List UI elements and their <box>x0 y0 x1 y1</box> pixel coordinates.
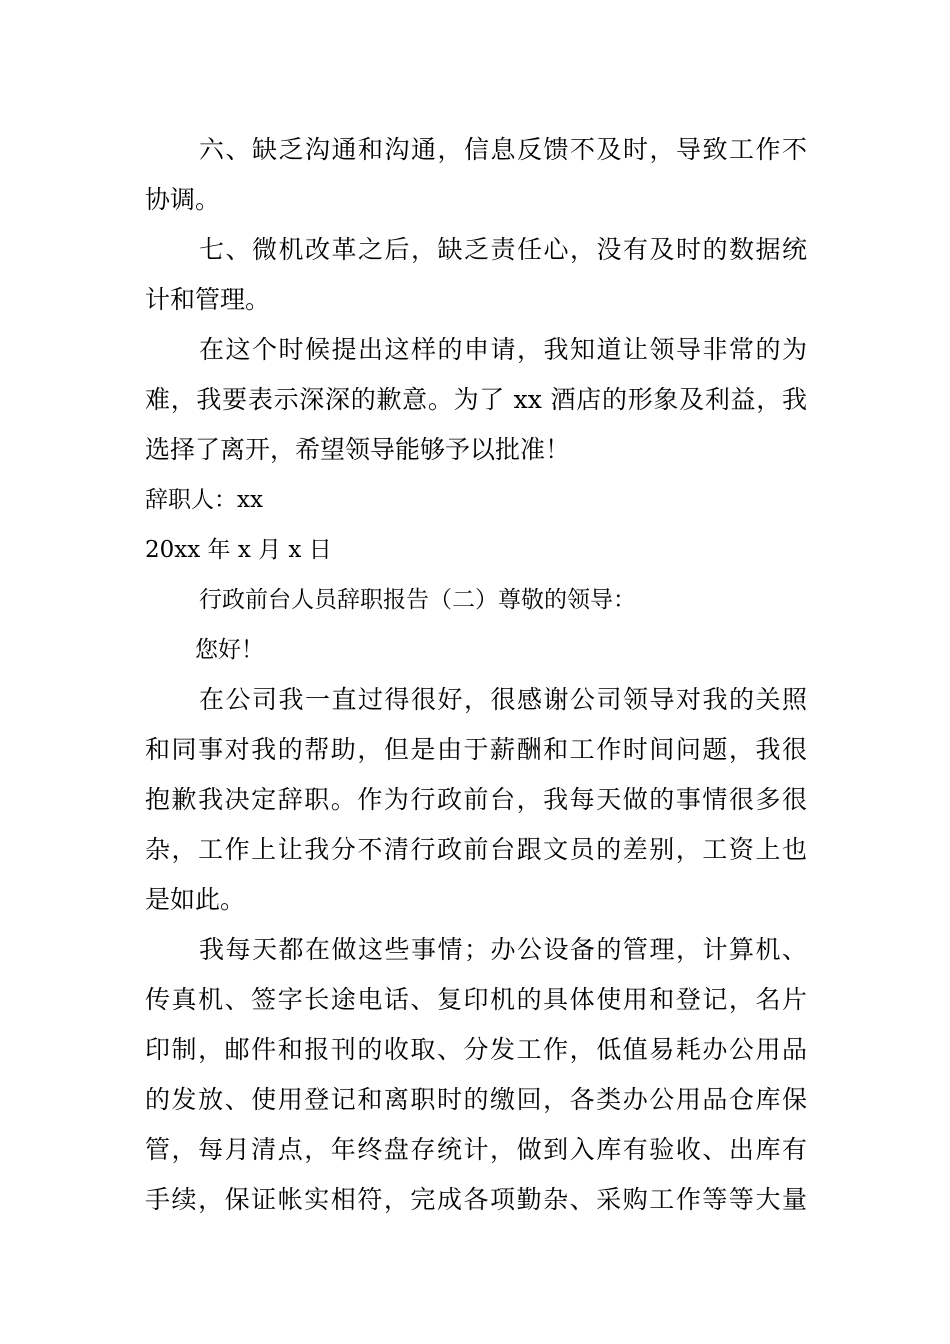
paragraph-duties-line-1: 我每天都在做这些事情；办公设备的管理，计算机、 <box>199 935 807 964</box>
paragraph-duties-line-6: 手续，保证帐实相符，完成各项勤杂、采购工作等等大量 <box>145 1185 807 1214</box>
greeting-line: 您好！ <box>195 637 264 663</box>
date-line: 20xx 年 x 月 x 日 <box>145 537 332 563</box>
signature-line: 辞职人：xx <box>145 487 263 513</box>
report-two-heading: 行政前台人员辞职报告（二）尊敬的领导： <box>199 587 636 613</box>
paragraph-thanks-line-4: 杂，工作上让我分不清行政前台跟文员的差别，工资上也 <box>145 835 807 864</box>
paragraph-item-six-line-2: 协调。 <box>145 185 221 214</box>
paragraph-duties-line-4: 的发放、使用登记和离职时的缴回，各类办公用品仓库保 <box>145 1085 807 1114</box>
paragraph-duties-line-3: 印制，邮件和报刊的收取、分发工作，低值易耗办公用品 <box>145 1035 807 1064</box>
paragraph-thanks-line-1: 在公司我一直过得很好，很感谢公司领导对我的关照 <box>199 685 807 714</box>
paragraph-thanks-line-5: 是如此。 <box>145 885 246 914</box>
paragraph-item-seven-line-2: 计和管理。 <box>145 285 271 314</box>
paragraph-duties-line-5: 管，每月清点，年终盘存统计，做到入库有验收、出库有 <box>145 1135 807 1164</box>
paragraph-duties-line-2: 传真机、签字长途电话、复印机的具体使用和登记，名片 <box>145 985 807 1014</box>
paragraph-item-seven-line-1: 七、微机改革之后，缺乏责任心，没有及时的数据统 <box>199 235 807 264</box>
paragraph-thanks-line-2: 和同事对我的帮助，但是由于薪酬和工作时间问题，我很 <box>145 735 807 764</box>
paragraph-request-line-3: 选择了离开，希望领导能够予以批准！ <box>145 435 571 464</box>
paragraph-request-line-2: 难，我要表示深深的歉意。为了 xx 酒店的形象及利益，我 <box>145 385 807 414</box>
paragraph-thanks-line-3: 抱歉我决定辞职。作为行政前台，我每天做的事情很多很 <box>145 785 807 814</box>
paragraph-request-line-1: 在这个时候提出这样的申请，我知道让领导非常的为 <box>199 335 807 364</box>
paragraph-item-six-line-1: 六、缺乏沟通和沟通，信息反馈不及时，导致工作不 <box>199 135 807 164</box>
